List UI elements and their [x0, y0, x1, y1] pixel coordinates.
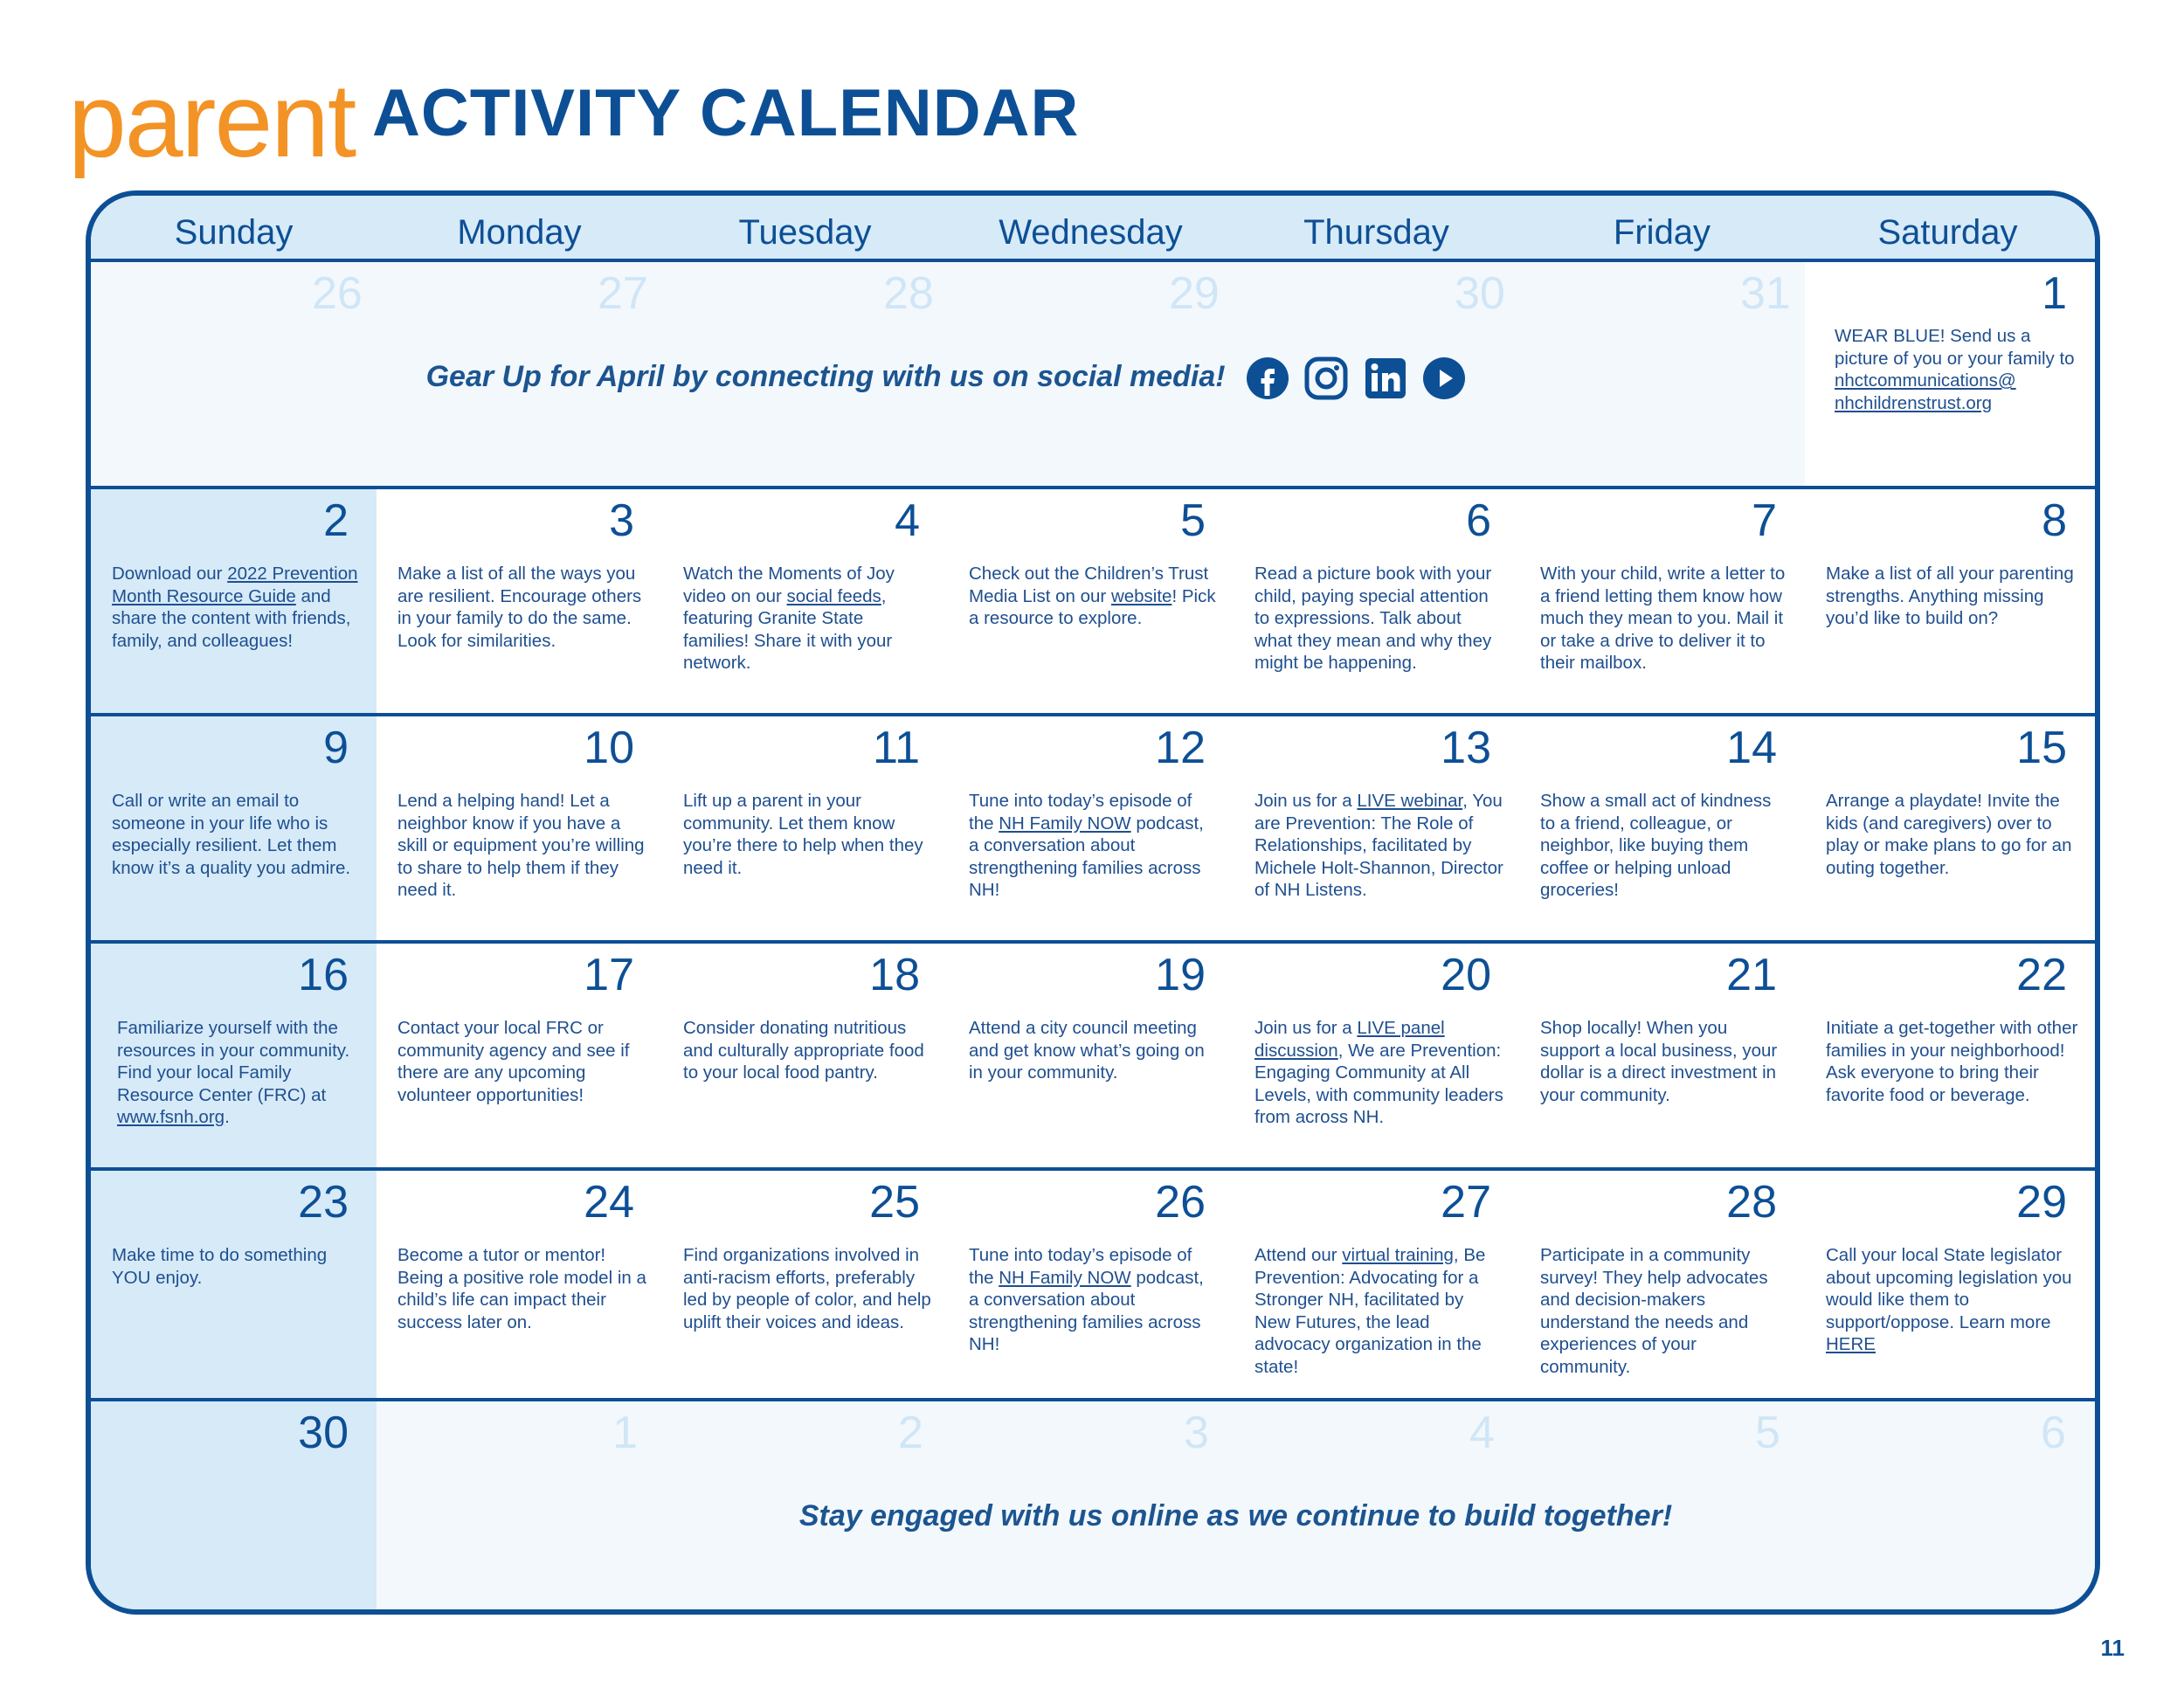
day-activity: Check out the Children’s Trust Media List on our website! Pick a resource to explore. — [969, 564, 1216, 628]
day-number: 28 — [883, 268, 934, 319]
brand-word: parent — [68, 62, 356, 179]
week0-prev-month — [91, 262, 1805, 486]
day-number: 21 — [1726, 950, 1777, 1000]
day-activity: Read a picture book with your child, paying special attention to expressions. Talk about what they mean and why they might be happening. — [1254, 564, 1492, 673]
social-feeds-link[interactable]: social feeds — [786, 585, 881, 606]
day-number: 26 — [1155, 1177, 1206, 1228]
calendar — [86, 190, 2100, 1615]
page-number: 11 — [2100, 1635, 2125, 1661]
podcast-link[interactable]: NH Family NOW — [999, 813, 1131, 834]
day-number: 30 — [298, 1408, 349, 1458]
day-number: 10 — [584, 723, 634, 773]
website-link[interactable]: website — [1110, 585, 1172, 606]
day-number: 22 — [2016, 950, 2067, 1000]
day-number: 29 — [2016, 1177, 2067, 1228]
week5-next-month — [377, 1401, 2095, 1609]
day-cell-24 — [377, 1171, 662, 1398]
day-cell-29 — [1805, 1171, 2095, 1398]
day-activity: Call or write an email to someone in your life who is especially resilient. Let them know it’s a quality you admire. — [112, 791, 351, 878]
day-activity: Tune into today’s episode of the NH Family NOW podcast, a conversation about strengthening families across NH! — [969, 791, 1204, 900]
day-cell-4 — [662, 489, 948, 713]
day-sunday: Sunday — [174, 213, 294, 252]
day-activity: With your child, write a letter to a friend letting them know how much they mean to you. Mail it or take a drive to deliver it to their mailbox. — [1540, 564, 1786, 673]
day-number: 18 — [869, 950, 920, 1000]
day-cell-17 — [377, 944, 662, 1167]
day-number: 7 — [1752, 495, 1777, 546]
day-number: 4 — [1469, 1408, 1495, 1458]
closing-banner: Stay engaged with us online as we continue to build together! — [798, 1499, 1673, 1532]
day-activity: Arrange a playdate! Invite the kids (and caregivers) over to play or make plans to go for an outing together. — [1826, 791, 2072, 878]
day-number: 3 — [609, 495, 634, 546]
day-cell-19 — [948, 944, 1234, 1167]
day-activity: Make a list of all the ways you are resilient. Encourage others in your family to do the same. Look for similarities. — [397, 564, 642, 651]
email-link[interactable]: nhctcommunications@ nhchildrenstrust.org — [1835, 370, 2016, 413]
day-cell-27 — [1234, 1171, 1519, 1398]
day-number: 24 — [584, 1177, 634, 1228]
day-cell-14 — [1519, 716, 1805, 940]
week-row-5 — [91, 1401, 2095, 1609]
day-number: 1 — [2042, 268, 2067, 319]
day-activity: Consider donating nutritious and culturally appropriate food to your local food pantry. — [683, 1018, 924, 1083]
weekday-header — [91, 196, 2095, 262]
social-banner-text: Gear Up for April by connecting with us on social media! — [425, 359, 1226, 393]
week-row-2 — [91, 716, 2095, 944]
day-activity: Shop locally! When you support a local business, your dollar is a direct investment in your community. — [1540, 1018, 1778, 1105]
day-number: 6 — [2041, 1408, 2066, 1458]
day-cell-3 — [377, 489, 662, 713]
day-activity: Call your local State legislator about upcoming legislation you would like them to support/oppose. Learn more HERE — [1826, 1245, 2072, 1354]
live-panel-link[interactable]: LIVE panel discussion — [1254, 1018, 1445, 1061]
here-link[interactable]: HERE — [1826, 1334, 1876, 1354]
resource-guide-link[interactable]: 2022 Prevention Month Resource Guide — [112, 564, 358, 606]
week-row-1 — [91, 489, 2095, 716]
day-number: 17 — [584, 950, 634, 1000]
day-activity: Contact your local FRC or community agency and see if there are any upcoming volunteer opportunities! — [397, 1018, 630, 1105]
day-cell-30 — [91, 1401, 377, 1609]
day-number: 4 — [895, 495, 920, 546]
day-cell-15 — [1805, 716, 2095, 940]
day-number: 26 — [312, 268, 363, 319]
day-number: 28 — [1726, 1177, 1777, 1228]
day-number: 19 — [1155, 950, 1206, 1000]
day-number: 15 — [2016, 723, 2067, 773]
day-number: 1 — [612, 1408, 638, 1458]
day-cell-21 — [1519, 944, 1805, 1167]
page-title: ACTIVITY CALENDAR — [372, 76, 1080, 150]
day-number: 11 — [873, 723, 920, 773]
day-cell-18 — [662, 944, 948, 1167]
day-cell-8 — [1805, 489, 2095, 713]
day-activity: Lend a helping hand! Let a neighbor know if you have a skill or equipment you’re willing to share to help them if they need it. — [397, 791, 645, 900]
live-webinar-link[interactable]: LIVE webinar — [1357, 791, 1463, 811]
podcast-link[interactable]: NH Family NOW — [999, 1267, 1131, 1288]
day-activity: Join us for a LIVE panel discussion, We are Prevention: Engaging Community at All Levels, with community leaders from across NH. — [1254, 1018, 1503, 1127]
fsnh-link[interactable]: www.fsnh.org — [117, 1107, 225, 1127]
day-cell-1 — [1805, 262, 2095, 486]
day-number: 27 — [1441, 1177, 1491, 1228]
day-number: 5 — [1180, 495, 1206, 546]
day-activity: Show a small act of kindness to a friend, colleague, or neighbor, like buying them coffee or helping unload groceries! — [1540, 791, 1772, 900]
day-number: 23 — [298, 1177, 349, 1228]
day-number: 27 — [598, 268, 648, 319]
day-cell-2 — [91, 489, 377, 713]
day-cell-16 — [91, 944, 377, 1167]
day-number: 2 — [898, 1408, 923, 1458]
day-number: 3 — [1184, 1408, 1209, 1458]
day-wednesday: Wednesday — [999, 213, 1183, 252]
day-activity: WEAR BLUE! Send us a picture of you or your family to nhctcommunications@ nhchildrenstrust.org — [1835, 326, 2075, 413]
day-number: 12 — [1155, 723, 1206, 773]
day-cell-9 — [91, 716, 377, 940]
day-number: 9 — [323, 723, 349, 773]
week-row-3 — [91, 944, 2095, 1171]
virtual-training-link[interactable]: virtual training — [1342, 1245, 1454, 1265]
day-monday: Monday — [457, 213, 582, 252]
day-activity: Lift up a parent in your community. Let them know you’re there to help when they need it. — [683, 791, 923, 878]
day-thursday: Thursday — [1303, 213, 1449, 252]
day-number: 8 — [2042, 495, 2067, 546]
day-number: 13 — [1441, 723, 1491, 773]
day-cell-26 — [948, 1171, 1234, 1398]
day-cell-7 — [1519, 489, 1805, 713]
day-number: 30 — [1455, 268, 1505, 319]
instagram-icon[interactable] — [1304, 356, 1348, 400]
day-cell-12 — [948, 716, 1234, 940]
day-activity: Download our 2022 Prevention Month Resource Guide and share the content with friends, family, and colleagues! — [112, 564, 358, 651]
day-cell-5 — [948, 489, 1234, 713]
day-number: 2 — [323, 495, 349, 546]
day-activity: Watch the Moments of Joy video on our social feeds, featuring Granite State families! Share it with your network. — [683, 564, 895, 673]
day-number: 29 — [1169, 268, 1220, 319]
day-cell-22 — [1805, 944, 2095, 1167]
day-cell-13 — [1234, 716, 1519, 940]
linkedin-icon[interactable] — [1364, 356, 1407, 400]
day-number: 14 — [1726, 723, 1777, 773]
day-activity: Make time to do something YOU enjoy. — [112, 1245, 328, 1288]
week-row-4 — [91, 1171, 2095, 1401]
day-number: 31 — [1740, 268, 1791, 319]
day-activity: Become a tutor or mentor! Being a positive role model in a child’s life can impact their success later on. — [397, 1245, 646, 1332]
day-activity: Find organizations involved in anti-racism efforts, preferably led by people of color, and help uplift their voices and ideas. — [683, 1245, 931, 1332]
day-activity: Participate in a community survey! They help advocates and decision-makers understand the needs and experiences of your community. — [1540, 1245, 1768, 1377]
day-activity: Join us for a LIVE webinar, You are Prevention: The Role of Relationships, facilitated by Michele Holt-Shannon, Director of NH Listens. — [1254, 791, 1503, 900]
day-friday: Friday — [1613, 213, 1711, 252]
day-cell-11 — [662, 716, 948, 940]
youtube-play-icon[interactable] — [1422, 356, 1466, 400]
day-number: 5 — [1755, 1408, 1780, 1458]
day-cell-28 — [1519, 1171, 1805, 1398]
day-activity: Attend our virtual training, Be Prevention: Advocating for a Stronger NH, facilitated by New Futures, the lead advocacy organization in the state! — [1254, 1245, 1486, 1377]
day-saturday: Saturday — [1877, 213, 2018, 252]
day-number: 25 — [869, 1177, 920, 1228]
day-cell-20 — [1234, 944, 1519, 1167]
day-activity: Make a list of all your parenting strengths. Anything missing you’d like to build on? — [1826, 564, 2074, 628]
day-number: 20 — [1441, 950, 1491, 1000]
social-icons — [1242, 356, 1469, 400]
week-row-0 — [91, 262, 2095, 489]
social-banner — [91, 356, 1805, 400]
day-number: 16 — [298, 950, 349, 1000]
day-cell-25 — [662, 1171, 948, 1398]
day-cell-10 — [377, 716, 662, 940]
day-cell-6 — [1234, 489, 1519, 713]
facebook-icon[interactable] — [1246, 356, 1289, 400]
day-cell-23 — [91, 1171, 377, 1398]
day-number: 6 — [1466, 495, 1491, 546]
day-tuesday: Tuesday — [738, 213, 872, 252]
day-activity: Initiate a get-together with other families in your neighborhood! Ask everyone to bring their favorite food or beverage. — [1826, 1018, 2078, 1105]
day-activity: Tune into today’s episode of the NH Family NOW podcast, a conversation about strengthening families across NH! — [969, 1245, 1204, 1354]
day-activity: Attend a city council meeting and get know what’s going on in your community. — [969, 1018, 1205, 1083]
day-activity: Familiarize yourself with the resources in your community. Find your local Family Resource Center (FRC) at www.fsnh.org. — [117, 1018, 350, 1127]
